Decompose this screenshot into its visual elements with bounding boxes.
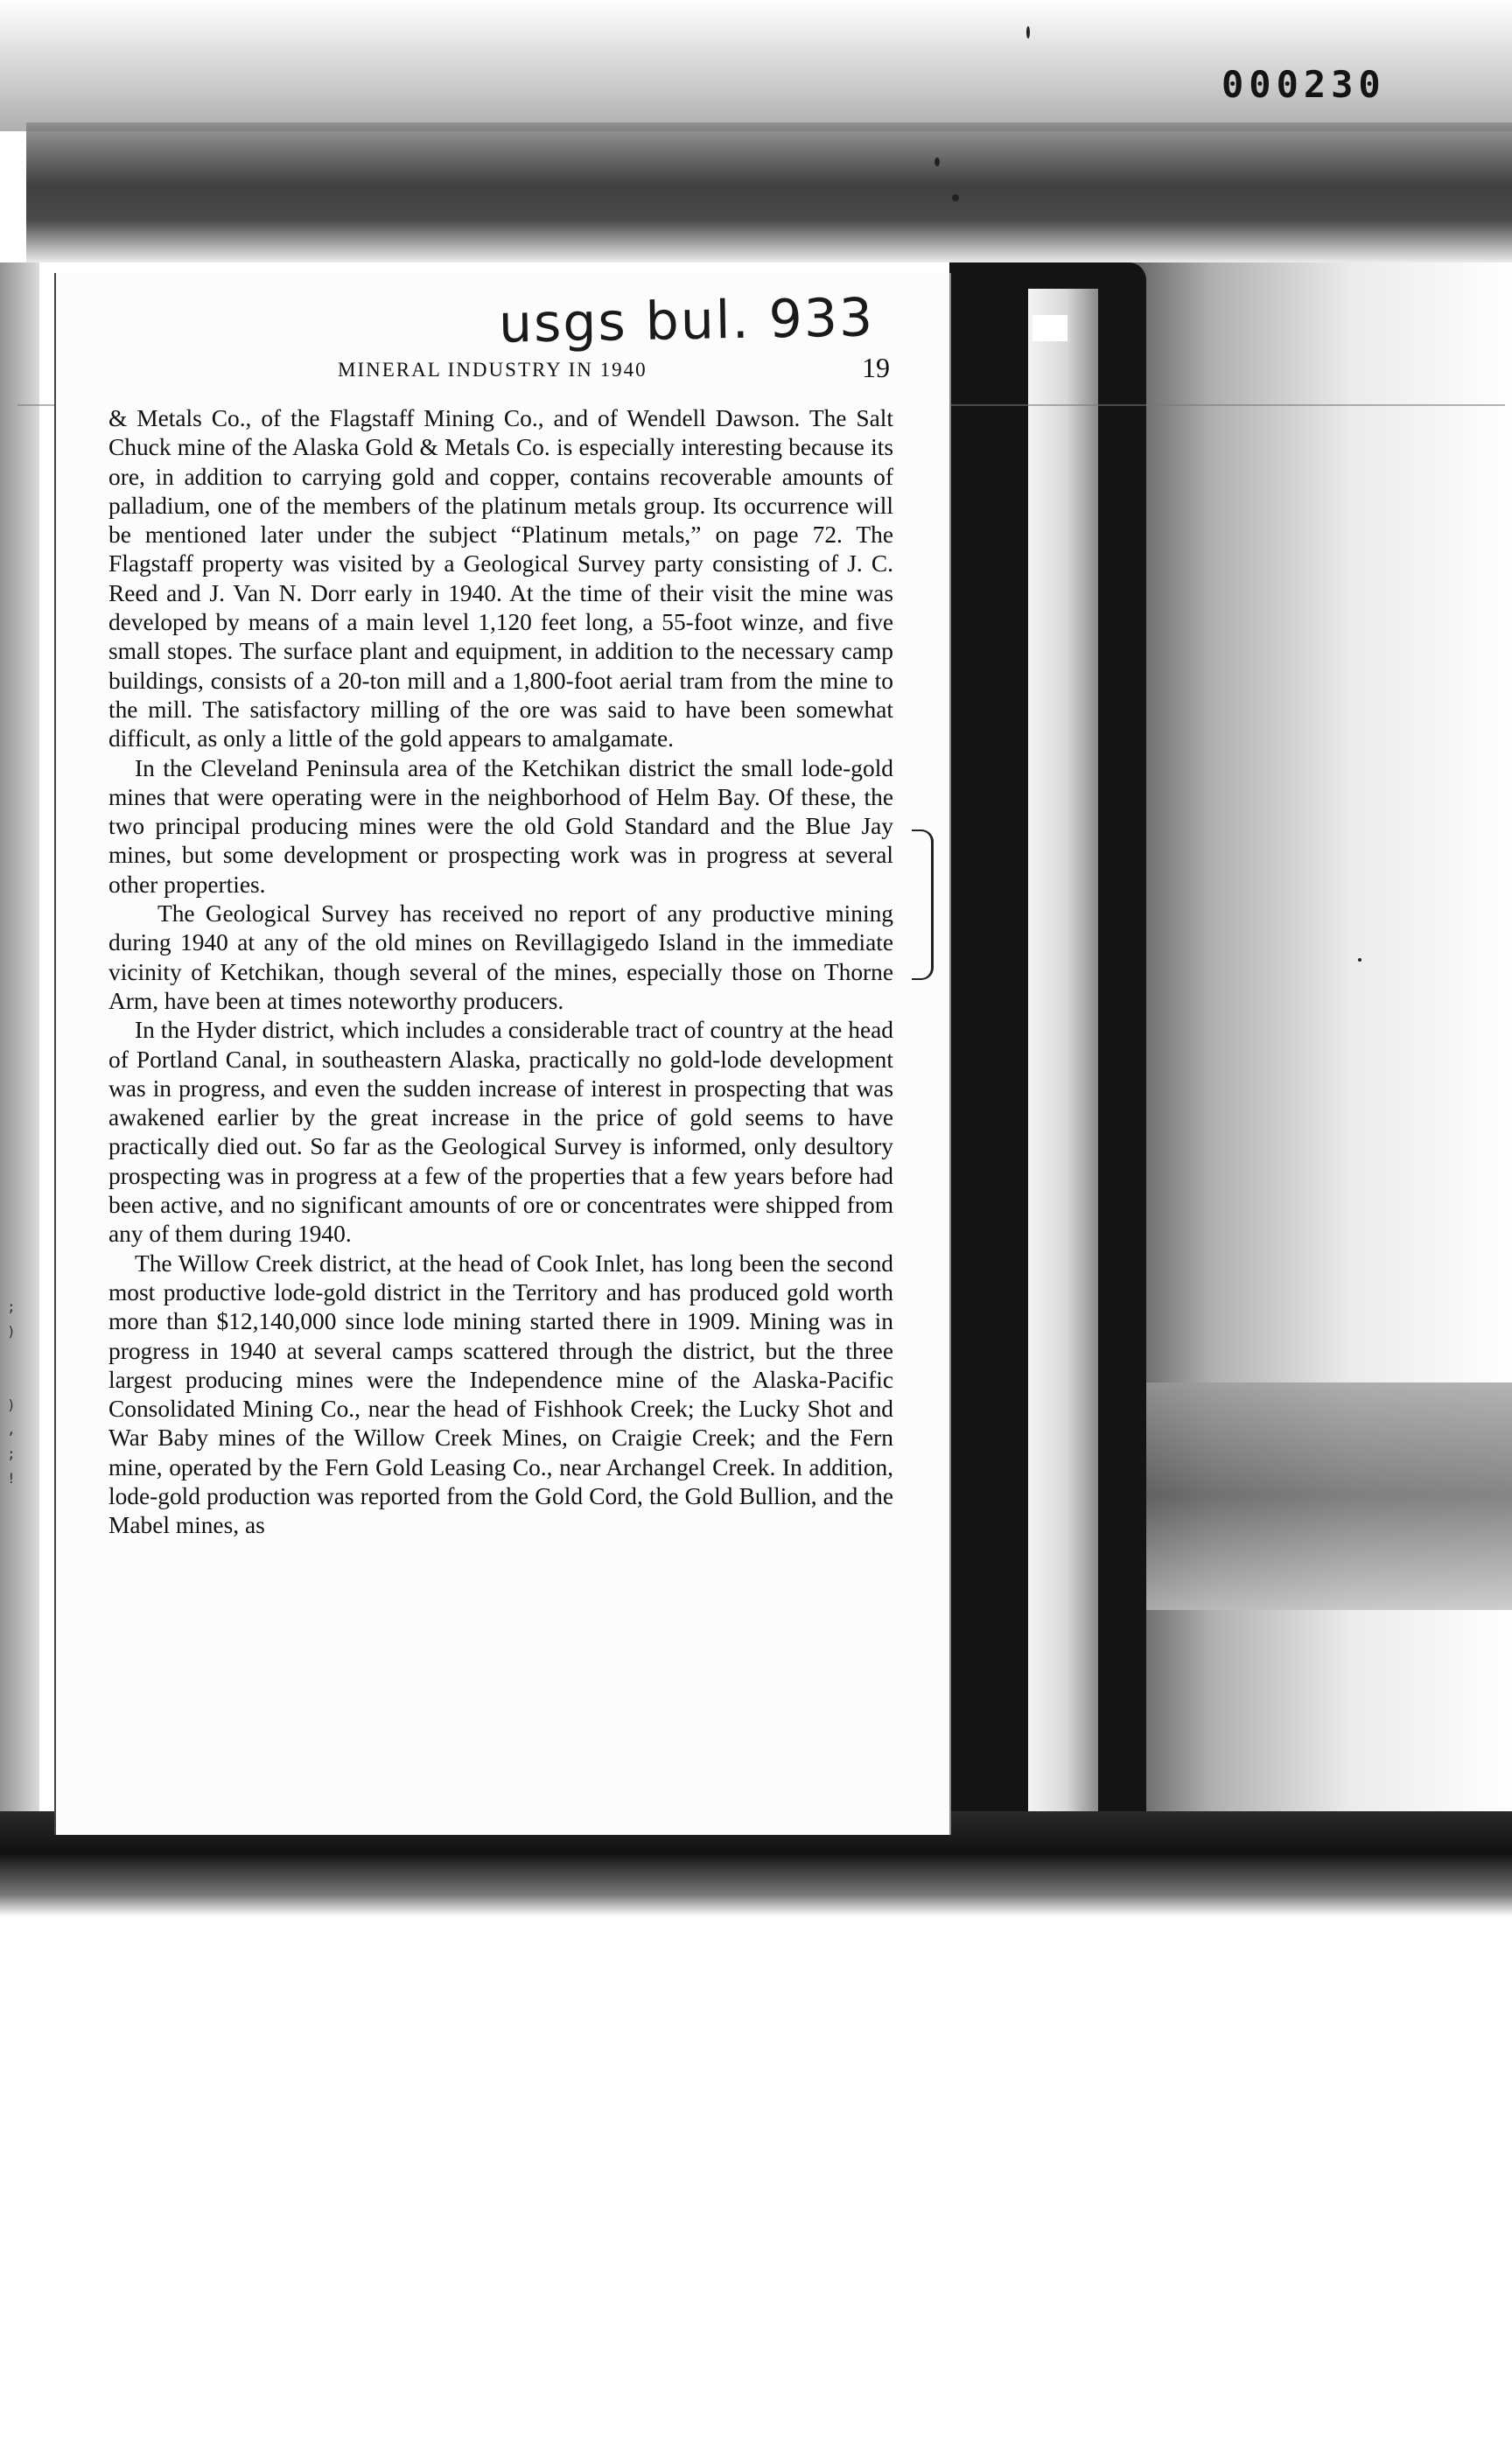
document-stamp-number: 000230 <box>1222 63 1386 106</box>
scan-speck <box>1358 958 1362 962</box>
paragraph: & Metals Co., of the Flagstaff Mining Co., and of Wendell Dawson. The Salt Chuck mine of the Alaska Gold & Metals Co. is especially interesting because its ore, in addition to carrying gold and copper, contains recoverable amounts of palladium, one of the members of the platinum metals group. Its occurrence will be mentioned later under the subject “Platinum metals,” on page 72. The Flagstaff property was visited by a Geological Survey party consisting of J. C. Reed and J. Van N. Dorr early in 1940. At the time of their visit the mine was developed by means of a main level 1,120 feet long, a 55-foot winze, and five small stopes. The surface plant and equipment, in addition to the necessary camp buildings, consists of a 20-ton mill and a 1,800-foot aerial tram from the mine to the mill. The satisfactory milling of the ore was said to have been somewhat difficult, as only a little of the gold appears to amalgamate. <box>108 405 893 752</box>
scan-right-smudge <box>1138 1382 1512 1610</box>
scan-speck <box>1026 26 1030 38</box>
margin-bracket-mark <box>912 830 934 980</box>
margin-specks: ; ) ) , ; ! <box>7 1298 16 1487</box>
page-stack-edge <box>1028 289 1098 1811</box>
paragraph: In the Cleveland Peninsula area of the Ketchikan district the small lode-gold mines that were operating were in the neighborhood of Helm Bay. Of these, the two principal producing mines were the old Gold Standard and the Blue Jay mines, but some development or prospecting work was in progress at several other properties. <box>108 754 893 898</box>
scan-dark-band-top <box>26 122 1512 262</box>
paragraph: The Geological Survey has received no report of any productive mining during 1940 at any of the old mines on Revillagigedo Island in the immediate vicinity of Ketchikan, though several of the mines, especially those on Thorne Arm, have been at times noteworthy producers. <box>108 900 893 1014</box>
body-text <box>108 404 893 1541</box>
paragraph: The Willow Creek district, at the head of Cook Inlet, has long been the second most productive lode-gold district in the Territory and has produced gold worth more than $12,140,000 since lode mining started there in 1909. Mining was in progress in 1940 at several camps scattered through the district, but the three largest producing mines were the Independence mine of the Alaska-Pacific Consolidated Mining Co., near the head of Fishhook Creek; the Lucky Shot and War Baby mines of the Willow Creek Mines, on Craigie Creek; and the Fern mine, operated by the Fern Gold Leasing Co., near Archangel Creek. In addition, lode-gold production was reported from the Gold Cord, the Gold Bullion, and the Mabel mines, as <box>108 1250 893 1539</box>
page-number: 19 <box>862 352 890 383</box>
scan-left-shadow <box>0 262 39 1838</box>
scan-speck <box>952 194 959 201</box>
handwritten-annotation: usgs bul. 933 <box>498 287 875 355</box>
running-head: MINERAL INDUSTRY IN 1940 <box>338 359 648 381</box>
paragraph: In the Hyder district, which includes a considerable tract of country at the head of Portland Canal, in southeastern Alaska, practically no gold-lode development was in progress, and even the sudden increase of interest in prospecting that was awakened earlier by the great increase in the price of gold seems to have practically died out. So far as the Geological Survey is informed, only desultory prospecting was in progress at a few of the properties that a few years before had been active, and no significant amounts of ore or concentrates were shipped from any of them during 1940. <box>108 1017 893 1248</box>
page-stack-tab <box>1032 315 1068 341</box>
scan-speck <box>934 158 940 166</box>
